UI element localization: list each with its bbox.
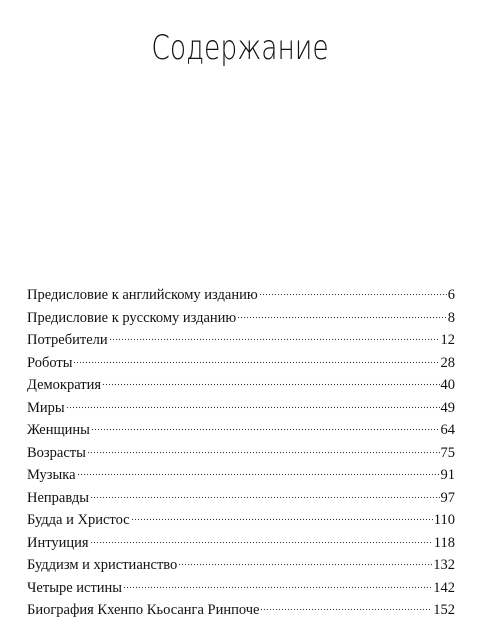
toc-entry-page: 132 bbox=[433, 557, 455, 573]
dot-leader bbox=[260, 608, 432, 611]
toc-entry-6 bbox=[27, 397, 455, 420]
toc-entry-page: 6 bbox=[447, 287, 455, 303]
toc-entry-page: 40 bbox=[440, 377, 455, 393]
table-of-contents bbox=[27, 284, 455, 622]
toc-entry-9 bbox=[27, 464, 455, 487]
toc-entry-page: 64 bbox=[440, 422, 455, 438]
toc-entry-page: 142 bbox=[433, 579, 455, 596]
dot-leader bbox=[102, 383, 439, 386]
toc-entry-1 bbox=[27, 284, 455, 307]
toc-entry-page: 49 bbox=[440, 399, 455, 416]
toc-entry-3 bbox=[27, 329, 455, 352]
dot-leader bbox=[90, 541, 433, 544]
toc-entry-10 bbox=[27, 487, 455, 510]
toc-entry-label: Четыре истины bbox=[27, 579, 123, 596]
toc-entry-13 bbox=[27, 554, 455, 577]
toc-entry-label: Демократия bbox=[27, 377, 102, 393]
dot-leader bbox=[91, 428, 440, 431]
toc-entry-5 bbox=[27, 374, 455, 397]
toc-entry-label: Музыка bbox=[27, 467, 76, 483]
toc-entry-label: Буддизм и христианство bbox=[27, 557, 178, 573]
toc-entry-label: Возрасты bbox=[27, 444, 86, 461]
dot-leader bbox=[259, 293, 447, 296]
toc-entry-page: 8 bbox=[447, 309, 455, 326]
toc-entry-page: 28 bbox=[440, 354, 455, 371]
toc-entry-page: 110 bbox=[433, 512, 455, 528]
toc-entry-label: Биография Кхенпо Кьосанга Ринпоче bbox=[27, 602, 260, 618]
dot-leader bbox=[237, 316, 446, 319]
toc-entry-label: Роботы bbox=[27, 354, 73, 371]
toc-entry-page: 152 bbox=[433, 602, 455, 618]
toc-entry-label: Предисловие к английскому изданию bbox=[27, 287, 258, 303]
toc-entry-page: 97 bbox=[440, 489, 455, 506]
toc-entry-label: Потребители bbox=[27, 332, 108, 348]
toc-entry-label: Будда и Христос bbox=[27, 512, 130, 528]
toc-entry-page: 12 bbox=[440, 332, 455, 348]
dot-leader bbox=[73, 361, 439, 364]
toc-entry-12 bbox=[27, 532, 455, 555]
toc-entry-page: 91 bbox=[440, 467, 455, 483]
dot-leader bbox=[77, 473, 440, 476]
dot-leader bbox=[178, 563, 432, 566]
toc-entry-14 bbox=[27, 577, 455, 600]
toc-entry-7 bbox=[27, 419, 455, 442]
page-title: Содержание bbox=[151, 28, 329, 68]
dot-leader bbox=[131, 518, 433, 521]
dot-leader bbox=[123, 586, 432, 589]
toc-entry-label: Миры bbox=[27, 399, 65, 416]
toc-entry-label: Неправды bbox=[27, 489, 89, 506]
toc-entry-page: 118 bbox=[433, 534, 455, 551]
toc-entry-label: Предисловие к русскому изданию bbox=[27, 309, 237, 326]
toc-entry-4 bbox=[27, 352, 455, 375]
toc-entry-8 bbox=[27, 442, 455, 465]
dot-leader bbox=[109, 338, 440, 341]
toc-entry-11 bbox=[27, 509, 455, 532]
toc-entry-2 bbox=[27, 307, 455, 330]
dot-leader bbox=[90, 496, 440, 499]
toc-entry-label: Интуиция bbox=[27, 534, 89, 551]
toc-entry-label: Женщины bbox=[27, 422, 90, 438]
dot-leader bbox=[87, 451, 440, 454]
toc-entry-15 bbox=[27, 599, 455, 622]
dot-leader bbox=[66, 406, 440, 409]
toc-entry-page: 75 bbox=[440, 444, 455, 461]
